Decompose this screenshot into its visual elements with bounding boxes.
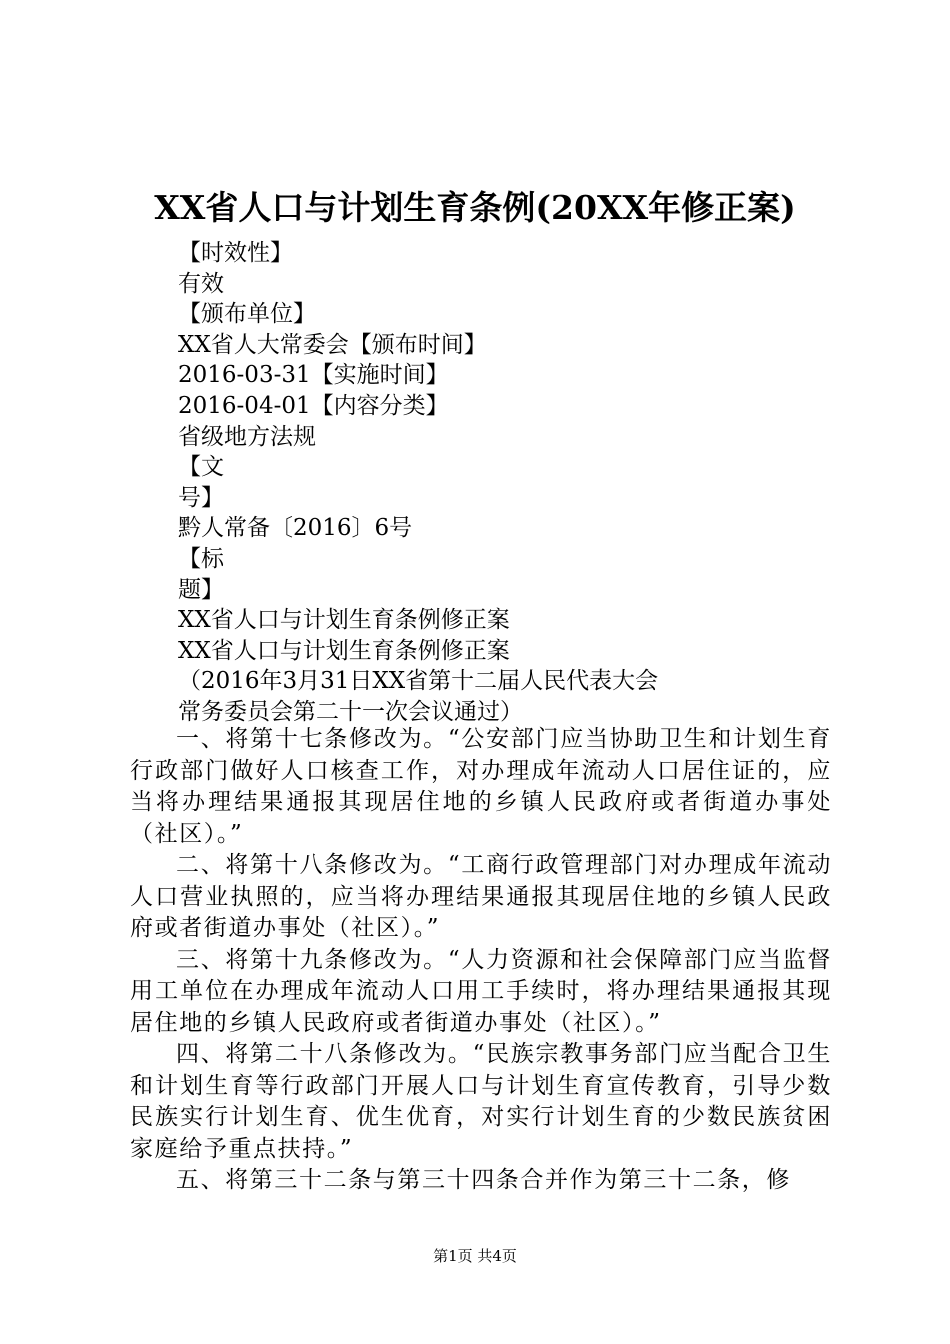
body-paragraph-2: 二、将第十八条修改为。“工商行政管理部门对办理成年流动人口营业执照的，应当将办理结果通报其现居住地的乡镇人民政府或者街道办事处（社区）。” [130, 852, 832, 941]
meta-line-subtitle: XX省人口与计划生育条例修正案 [178, 637, 510, 664]
meta-line-title-value: XX省人口与计划生育条例修正案 [178, 607, 510, 634]
document-body [130, 724, 832, 1197]
page-footer: 第1页 共4页 [433, 1247, 517, 1265]
meta-line-title-label-b: 题】 [178, 576, 224, 603]
body-paragraph-1: 一、将第十七条修改为。“公安部门应当协助卫生和计划生育行政部门做好人口核查工作，对办理成年流动人口居住证的，应当将办理结果通报其现居住地的乡镇人民政府或者街道办事处（社区）。” [130, 726, 832, 847]
meta-line-docno-label-b: 号】 [178, 484, 224, 511]
body-paragraph-5: 五、将第三十二条与第三十四条合并作为第三十二条，修 [176, 1167, 791, 1193]
meta-line-issuer-label: 【颁布单位】 [178, 301, 316, 328]
meta-line-issue-date: 2016-03-31【实施时间】 [178, 362, 449, 389]
meta-line-adoption-note-b: 常务委员会第二十一次会议通过） [178, 698, 523, 725]
document-metadata [178, 238, 878, 728]
meta-line-effective-date: 2016-04-01【内容分类】 [178, 392, 449, 419]
document-title: XX省人口与计划生育条例(20XX年修正案) [154, 188, 796, 227]
body-paragraph-3: 三、将第十九条修改为。“人力资源和社会保障部门应当监督用工单位在办理成年流动人口用工手续时，将办理结果通报其现居住地的乡镇人民政府或者街道办事处（社区）。” [130, 946, 832, 1036]
meta-line-category-value: 省级地方法规 [178, 423, 316, 450]
meta-line-issuer-value: XX省人大常委会【颁布时间】 [178, 331, 487, 358]
meta-line-docno-value: 黔人常备〔2016〕6号 [178, 515, 413, 542]
meta-line-title-label-a: 【标 [178, 545, 224, 572]
meta-line-adoption-note-a: （2016年3月31日XX省第十二届人民代表大会 [178, 668, 659, 695]
meta-line-validity-value: 有效 [178, 270, 224, 297]
meta-line-docno-label-a: 【文 [178, 454, 224, 481]
meta-line-validity-label: 【时效性】 [178, 240, 293, 266]
body-paragraph-4: 四、将第二十八条修改为。“民族宗教事务部门应当配合卫生和计划生育等行政部门开展人口与计划生育宣传教育，引导少数民族实行计划生育、优生优育，对实行计划生育的少数民族贫困家庭给予重点扶持。” [130, 1041, 832, 1162]
